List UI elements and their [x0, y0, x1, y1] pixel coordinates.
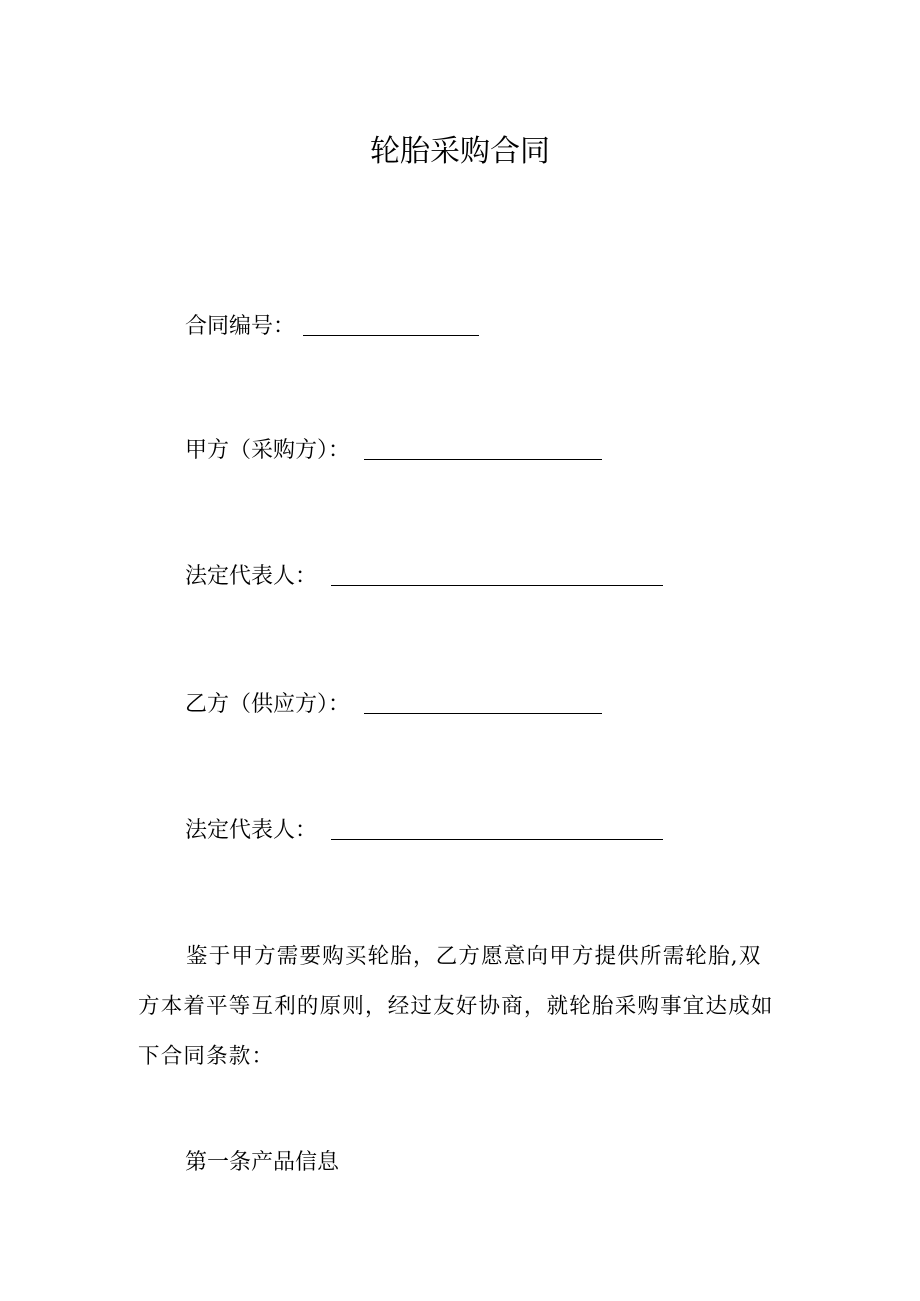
contract-number-label: 合同编号： [185, 314, 296, 339]
party-a-field [185, 426, 602, 466]
party-b-representative-field [185, 806, 663, 846]
contract-number-field [185, 302, 479, 342]
party-a-representative-field [185, 552, 663, 592]
intro-paragraph [138, 932, 788, 1082]
party-b-label: 乙方（供应方）： [185, 692, 351, 717]
party-a-blank[interactable] [364, 437, 602, 460]
party-b-representative-blank[interactable] [331, 817, 663, 840]
party-b-blank[interactable] [364, 691, 602, 714]
intro-line-3: 下合同条款： [138, 1044, 275, 1069]
document-title: 轮胎采购合同 [370, 134, 550, 169]
party-a-representative-blank[interactable] [331, 563, 663, 586]
section-1-heading: 第一条产品信息 [185, 1150, 340, 1175]
intro-line-2: 方本着平等互利的原则，经过友好协商，就轮胎采购事宜达成如 [138, 994, 774, 1019]
contract-number-blank[interactable] [303, 313, 479, 336]
intro-line-1: 鉴于甲方需要购买轮胎，乙方愿意向甲方提供所需轮胎,双 [186, 944, 762, 969]
party-b-field [185, 680, 602, 720]
party-a-label: 甲方（采购方）： [185, 438, 351, 463]
party-b-representative-label: 法定代表人： [185, 818, 318, 843]
party-a-representative-label: 法定代表人： [185, 564, 318, 589]
